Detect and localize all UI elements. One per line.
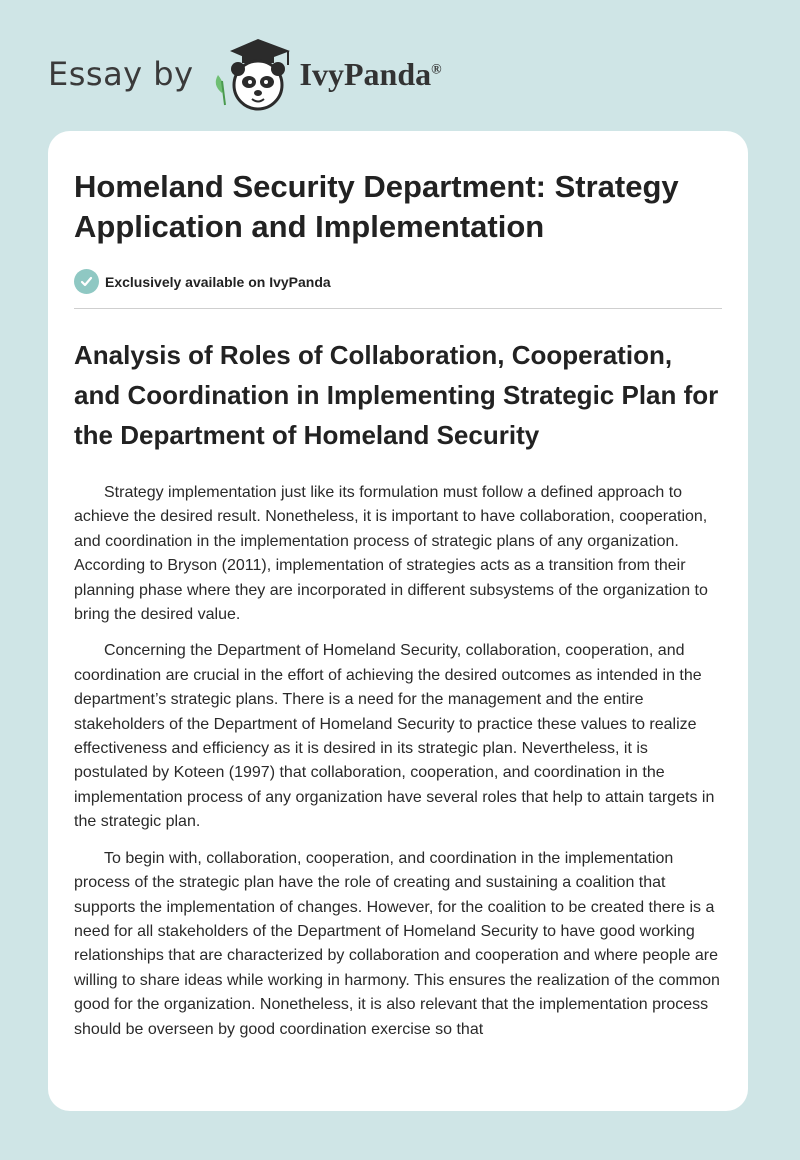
- paragraph: To begin with, collaboration, cooperation, and coordination in the implementation process of the strategic plan have the role of creating and sustaining a coalition that supports the implementation of changes. However, for the coalition to be created there is a need for all stakeholders of the Department of Homeland Security to have good working relationships that are characterized by collaboration and cooperation and where people are willing to share ideas while working in harmony. This ensures the realization of the common good for the organization. Nonetheless, it is also relevant that the implementation process should be overseen by good coordination exercise so that: [74, 849, 720, 1038]
- check-icon: [74, 269, 99, 294]
- availability-badge: [74, 269, 722, 294]
- essay-card: [48, 131, 748, 1111]
- brand-name-text: IvyPanda: [299, 55, 432, 92]
- essay-title: Homeland Security Department: Strategy Application and Implementation: [74, 169, 679, 244]
- availability-text: Exclusively available on IvyPanda: [105, 273, 331, 290]
- section-heading: Analysis of Roles of Collaboration, Cooperation, and Coordination in Implementing Strategic Plan for the Department of Homeland Security: [74, 340, 719, 450]
- essay-body: [74, 481, 722, 1042]
- brand-name[interactable]: [300, 56, 442, 93]
- paragraph: Strategy implementation just like its formulation must follow a defined approach to achieve the desired result. Nonetheless, it is important to have collaboration, cooperation, and coordination in the implementation process of strategic plans of any organization. According to Bryson (2011), implementation of strategies acts as a transition from their planning phase where they are incorporated in different subsystems of the organization to bring the desired value.: [74, 484, 708, 624]
- site-header: [48, 34, 442, 114]
- divider: [74, 308, 722, 309]
- brand-prefix: Essay by: [48, 55, 194, 93]
- registered-mark: ®: [431, 61, 442, 77]
- paragraph: Concerning the Department of Homeland Security, collaboration, cooperation, and coordination are crucial in the effort of achieving the desired outcomes as intended in the department’s strategic plans. There is a need for the management and the entire stakeholders of the Department of Homeland Security to practice these values to realize effectiveness and efficiency as it is desired in its strategic plan. Nevertheless, it is postulated by Koteen (1997) that collaboration, cooperation, and coordination in the implementation process of any organization have several roles that help to attain targets in the strategic plan.: [74, 642, 715, 831]
- panda-logo-icon[interactable]: [208, 35, 294, 113]
